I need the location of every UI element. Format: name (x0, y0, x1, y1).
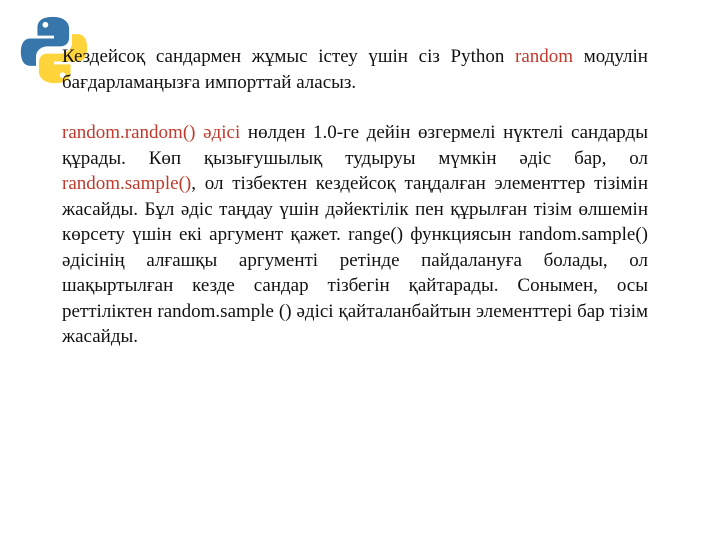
keyword-random-random-method: random.random() әдісі (62, 122, 241, 143)
keyword-random-sample: random.sample() (62, 173, 192, 194)
paragraph-methods-text-1: нөлден 1.0-ге дейін өзгермелі нүктелі сандарды құрады. Көп қызығушылық тудыруы мүмкін әдіс бар, ол (62, 122, 648, 169)
paragraph-intro (62, 44, 648, 95)
paragraph-intro-text-before: Кездейсоқ сандармен жұмыс істеу үшін сіз Python (62, 46, 516, 67)
paragraph-methods-text-2: , ол тізбектен кездейсоқ таңдалған элементтер тізімін жасайды. Бұл әдіс таңдау үшін дәйектілік пен құрылған тізім өлшемін көрсету үшін екі аргумент қажет. range() функциясын random.sample() әдісінің алғашқы аргументі ретінде пайдалануға болады, ол шақыртылған кезде сандар тізбегін қайтарады. Сонымен, осы реттіліктен random.sample () әдісі қайталанбайтын элементтері бар тізім жасайды. (62, 173, 648, 347)
keyword-random: random (515, 46, 574, 67)
python-logo-blue-eye (42, 22, 48, 28)
paragraph-intro-text-after: модулін бағдарламаңызға импорттай аласыз. (62, 46, 648, 93)
paragraph-methods (62, 120, 648, 350)
text-body (62, 44, 648, 350)
